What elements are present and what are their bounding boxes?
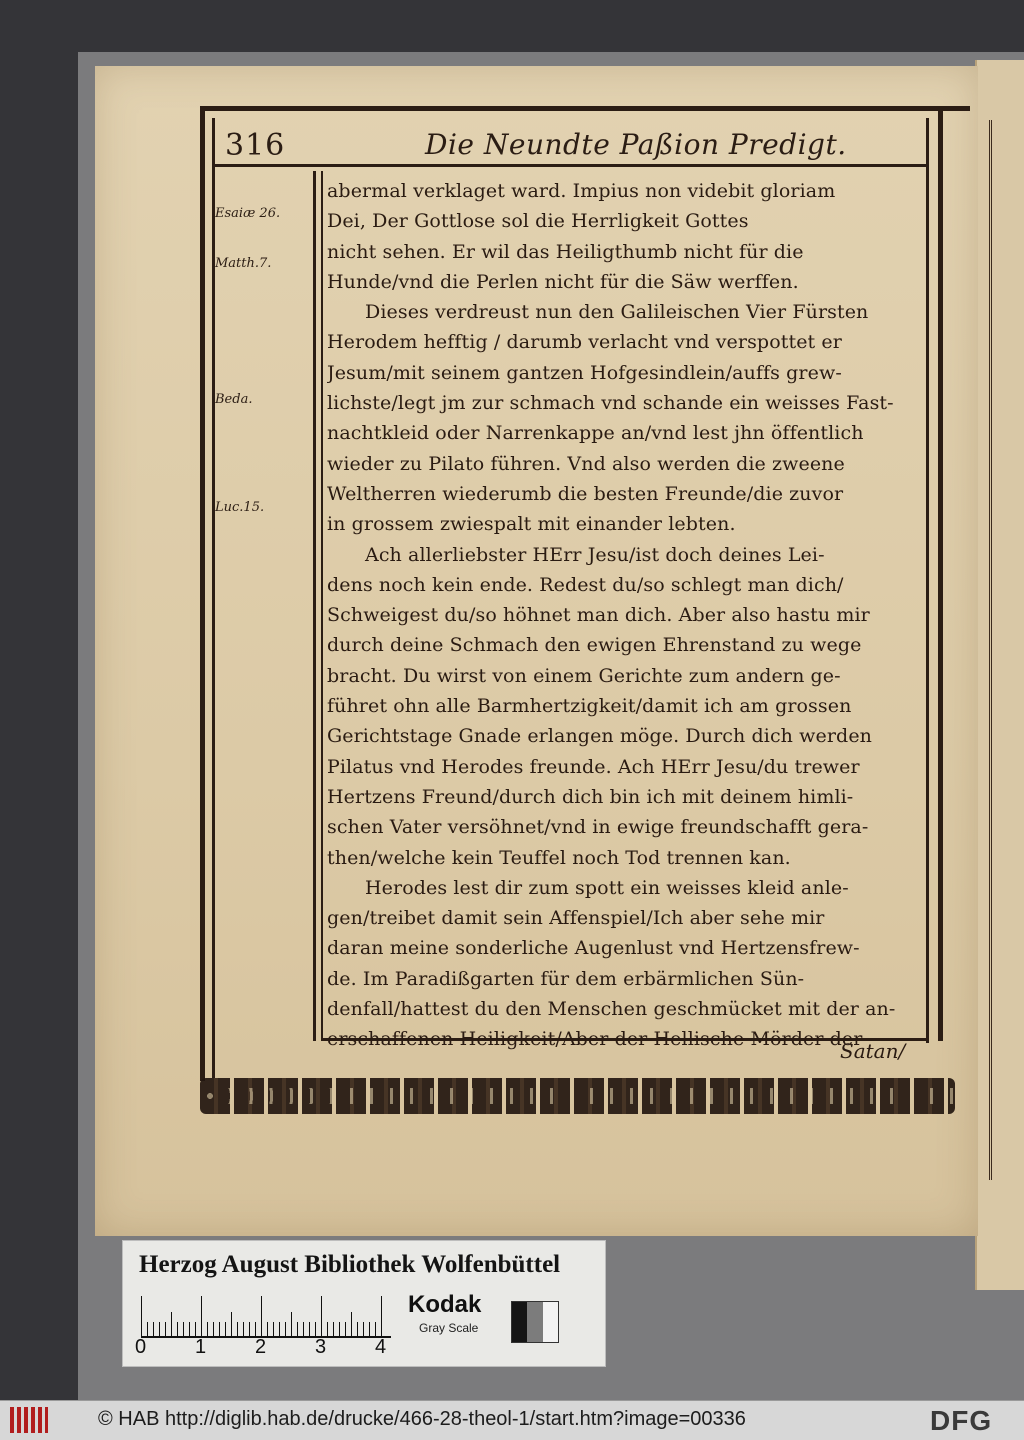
ruler-tick [375, 1322, 376, 1336]
hab-logo-icon [10, 1407, 48, 1433]
marginal-note: Luc.15. [215, 500, 265, 515]
marginal-note: Matth.7. [215, 256, 272, 271]
ruler-tick [345, 1322, 346, 1336]
ruler-tick [219, 1322, 220, 1336]
ruler-tick [243, 1322, 244, 1336]
ruler-tick [213, 1322, 214, 1336]
swatch-white [543, 1302, 558, 1342]
ruler-tick [315, 1322, 316, 1336]
text-line: schen Vater versöhnet/vnd in ewige freundschafft gera- [327, 816, 869, 839]
ruler-digit: 2 [255, 1336, 267, 1358]
dfg-logo: DFG [930, 1405, 993, 1436]
ruler-tick [261, 1296, 262, 1336]
ruler-tick [291, 1312, 292, 1336]
text-line: führet ohn alle Barmhertzigkeit/damit ich am grossen [327, 695, 852, 718]
text-line: de. Im Paradißgarten für dem erbärmlichen Sün- [327, 967, 805, 990]
ruler-tick [357, 1322, 358, 1336]
kodak-brand: Kodak [408, 1291, 482, 1318]
margin-column-rule-inner [321, 171, 323, 1041]
marginal-note: Beda. [215, 392, 253, 407]
text-line: nachtkleid oder Narrenkappe an/vnd lest jhn öffentlich [327, 422, 864, 445]
ruler-tick [153, 1322, 154, 1336]
ruler-tick [303, 1322, 304, 1336]
ruler-digit: 1 [195, 1336, 207, 1358]
ruler-tick [231, 1312, 232, 1336]
text-line: lichste/legt jm zur schmach vnd schande ein weisses Fast- [327, 392, 894, 415]
kodak-subtitle: Gray Scale [419, 1321, 479, 1335]
text-line: Schweigest du/so höhnet man dich. Aber also hastu mir [327, 604, 870, 627]
ruler-tick [339, 1322, 340, 1336]
swatch-black [512, 1302, 527, 1342]
ruler-tick [381, 1296, 382, 1336]
page-number: 316 [225, 128, 286, 163]
text-line: Dei, Der Gottlose sol die Herrligkeit Gottes [327, 210, 749, 233]
ruler-tick [141, 1296, 142, 1336]
facing-page-rules [989, 120, 1022, 1180]
text-line: Ach allerliebster HErr Jesu/ist doch deines Lei- [365, 543, 825, 566]
text-line: gen/treibet damit sein Affenspiel/Ich aber sehe mir [327, 907, 825, 930]
source-link[interactable]: © HAB http://diglib.hab.de/drucke/466-28-theol-1/start.htm?image=00336 [98, 1408, 746, 1430]
ruler-tick [279, 1322, 280, 1336]
ruler-tick [267, 1322, 268, 1336]
ruler-tick [207, 1322, 208, 1336]
text-line: Weltherren wiederumb die besten Freunde/die zuvor [327, 482, 844, 505]
ruler-tick [369, 1322, 370, 1336]
ruler-tick [351, 1312, 352, 1336]
ornament-border [200, 1078, 955, 1114]
book-page [95, 66, 978, 1236]
library-name: Herzog August Bibliothek Wolfenbüttel [139, 1251, 561, 1278]
swatch-gray [527, 1302, 542, 1342]
text-line: denfall/hattest du den Menschen geschmücket mit der an- [327, 998, 896, 1021]
text-line: Jesum/mit seinem gantzen Hofgesindlein/auffs grew- [327, 361, 842, 384]
marginal-note: Esaiæ 26. [215, 206, 281, 221]
ruler-tick [309, 1322, 310, 1336]
ruler-tick [249, 1322, 250, 1336]
ruler-digit: 4 [375, 1336, 387, 1358]
ruler-tick [147, 1322, 148, 1336]
ruler-tick [225, 1322, 226, 1336]
text-line: dens noch kein ende. Redest du/so schlegt man dich/ [327, 573, 844, 596]
ruler-tick [159, 1322, 160, 1336]
cm-ruler [141, 1296, 391, 1338]
running-head: Die Neundte Paßion Predigt. [425, 128, 847, 161]
text-line: Herodem hefftig / darumb verlacht vnd verspottet er [327, 331, 842, 354]
ruler-tick [177, 1322, 178, 1336]
viewer-footer [0, 1400, 1024, 1440]
ruler-tick [285, 1322, 286, 1336]
frame-rule-right-inner [926, 118, 929, 1043]
gray-swatch [511, 1301, 559, 1343]
ruler-tick [297, 1322, 298, 1336]
text-line: nicht sehen. Er wil das Heiligthumb nicht für die [327, 240, 804, 263]
frame-rule-right-outer [938, 106, 943, 1041]
text-line: wieder zu Pilato führen. Vnd also werden die zweene [327, 452, 845, 475]
text-line: Gerichtstage Gnade erlangen möge. Durch dich werden [327, 725, 872, 748]
ruler-tick [321, 1296, 322, 1336]
text-line: Hunde/vnd die Perlen nicht für die Säw werffen. [327, 270, 799, 293]
frame-rule-top [200, 106, 970, 111]
ruler-digit: 3 [315, 1336, 327, 1358]
ruler-tick [195, 1322, 196, 1336]
ruler-tick [183, 1322, 184, 1336]
text-line: durch deine Schmach den ewigen Ehrenstand zu wege [327, 634, 862, 657]
ruler-tick [171, 1312, 172, 1336]
sermon-text [327, 176, 925, 1055]
catchword: Satan/ [840, 1039, 906, 1063]
ruler-tick [237, 1322, 238, 1336]
ruler-tick [255, 1322, 256, 1336]
text-line: daran meine sonderliche Augenlust vnd Hertzensfrew- [327, 937, 860, 960]
text-line: erschaffenen Heiligkeit/Aber der Hellische Mörder der [327, 1028, 863, 1051]
ruler-tick [363, 1322, 364, 1336]
text-line: Hertzens Freund/durch dich bin ich mit deinem himli- [327, 785, 854, 808]
ruler-tick [273, 1322, 274, 1336]
ruler-tick [165, 1322, 166, 1336]
ruler-digit: 0 [135, 1336, 147, 1358]
text-line: in grossem zwiespalt mit einander lebten. [327, 513, 736, 536]
ruler-tick [327, 1322, 328, 1336]
text-line: Herodes lest dir zum spott ein weisses kleid anle- [365, 876, 849, 899]
text-line: bracht. Du wirst von einem Gerichte zum andern ge- [327, 664, 841, 687]
ruler-tick [333, 1322, 334, 1336]
gray-scale-card [122, 1240, 606, 1367]
margin-column-rule [313, 171, 316, 1041]
ruler-tick [189, 1322, 190, 1336]
facing-page-edge [975, 60, 1024, 1290]
text-line: Pilatus vnd Herodes freunde. Ach HErr Jesu/du trewer [327, 755, 860, 778]
ornament-pattern [200, 1088, 955, 1104]
header-rule [212, 164, 926, 167]
ruler-tick [201, 1296, 202, 1336]
text-line: abermal verklaget ward. Impius non videbit gloriam [327, 180, 836, 202]
text-line: Dieses verdreust nun den Galileischen Vier Fürsten [365, 301, 869, 324]
frame-rule-left-outer [200, 106, 205, 1081]
text-line: then/welche kein Teuffel noch Tod trennen kan. [327, 846, 791, 869]
